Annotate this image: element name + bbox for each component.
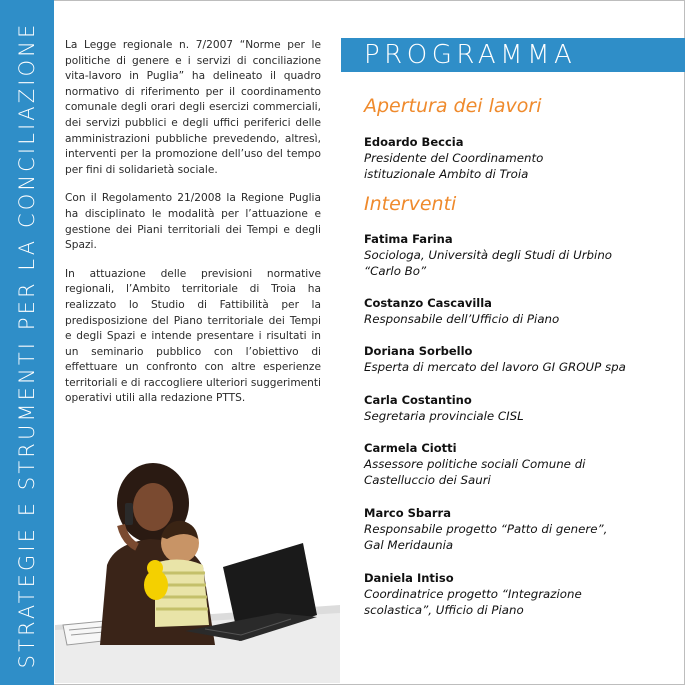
speaker-role: Esperta di mercato del lavoro GI GROUP spa [364, 360, 626, 374]
speaker-name: Marco Sbarra [364, 506, 451, 520]
speaker-role: Sociologa, Università degli Studi di Urbino “Carlo Bo” [364, 248, 613, 278]
speaker-name: Edoardo Beccia [364, 135, 464, 149]
mother-child-laptop-photo [55, 455, 340, 683]
programme-title: PROGRAMMA [364, 40, 577, 70]
speaker-item [364, 232, 664, 279]
intro-paragraph: In attuazione delle previsioni normative regionali, l’Ambito territoriale di Troia ha realizzato lo Studio di Fattibilità per la predisposizione del Piano territoriale dei Tempi e degli Spazi e intende presentare i risultati in un seminario pubblico con l’obiettivo di effettuare un confronto con altre esperienze territoriali e di raccogliere ulteriori suggerimenti operativi utili alla redazione PTTS. [65, 267, 321, 405]
speaker-name: Fatima Farina [364, 232, 453, 246]
speaker-role: Segretaria provinciale CISL [364, 409, 524, 423]
side-bar [0, 0, 54, 685]
intro-text [65, 38, 321, 420]
vertical-title: STRATEGIE E STRUMENTI PER LA CONCILIAZIONE [15, 21, 39, 669]
speaker-name: Costanzo Cascavilla [364, 296, 492, 310]
speaker-name: Doriana Sorbello [364, 344, 473, 358]
speaker-name: Daniela Intiso [364, 571, 454, 585]
speaker-item [364, 571, 664, 618]
speaker-item [364, 344, 664, 375]
opening-speaker [364, 135, 664, 182]
speaker-role: Coordinatrice progetto “Integrazione scolastica”, Ufficio di Piano [364, 587, 582, 617]
speaker-role: Responsabile dell’Ufficio di Piano [364, 312, 560, 326]
speaker-item [364, 393, 664, 424]
speaker-name: Carla Costantino [364, 393, 472, 407]
speaker-role: Assessore politiche sociali Comune di Castelluccio dei Sauri [364, 457, 586, 487]
speaker-item [364, 296, 664, 327]
opening-title: Apertura dei lavori [364, 95, 542, 117]
speaker-item [364, 506, 664, 553]
speaker-name: Carmela Ciotti [364, 441, 457, 455]
intro-paragraph: Con il Regolamento 21/2008 la Regione Puglia ha disciplinato le modalità per l’attuazione e gestione dei Piani territoriali dei Tempi e degli Spazi. [65, 192, 321, 252]
speaker-role: Responsabile progetto “Patto di genere”, Gal Meridaunia [364, 522, 608, 552]
speaker-item [364, 441, 664, 488]
intro-paragraph: La Legge regionale n. 7/2007 “Norme per le politiche di genere e i servizi di conciliazione vita-lavoro in Puglia” ha delineato il quadro normativo di riferimento per il coordinamento comunale degli orari degli esercizi commerciali, dei servizi pubblici e degli uffici periferici delle amministrazioni pubbliche prevedendo, altresì, interventi per la promozione dell’uso del tempo per fini di solidarietà sociale. [65, 39, 321, 176]
speaker-role: Presidente del Coordinamento istituzionale Ambito di Troia [364, 151, 544, 181]
interventions-title: Interventi [364, 193, 457, 215]
